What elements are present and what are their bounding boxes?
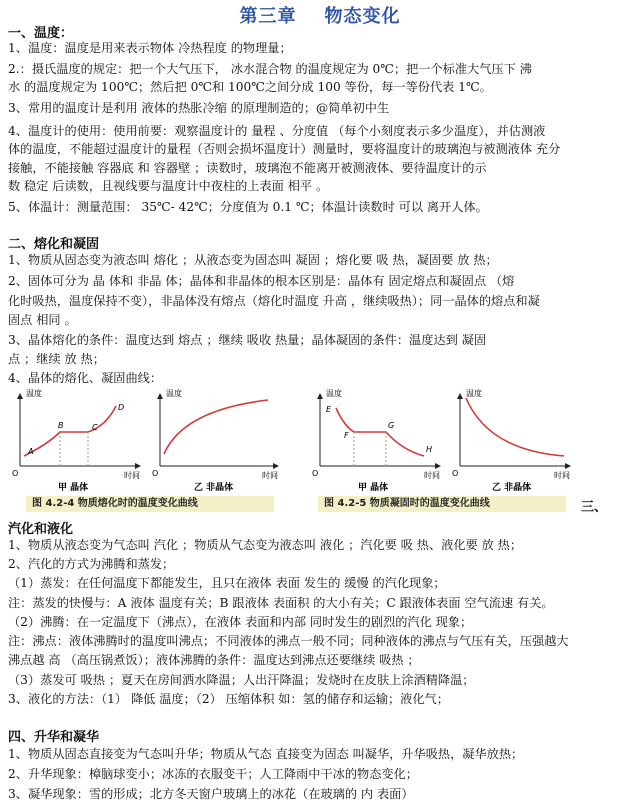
svg-text:O: O (312, 469, 319, 478)
figure-caption-melting: 图 4.2-4 物质熔化时的温度变化曲线 (26, 496, 274, 512)
graph-crystal-melting (12, 388, 140, 493)
svg-text:O: O (152, 469, 159, 478)
svg-text:温度: 温度 (326, 389, 342, 398)
text-line: 接触，不能接触 容器底 和 容器壁 ；读数时，玻璃泡不能离开被测液体、要待温度计的示 (8, 161, 487, 175)
text-line: 1、物质从固态变为液态叫 熔化 ；从液态变为固态叫 凝固 ；熔化要 吸 热，凝固要 放 热； (8, 253, 498, 267)
text-line: 点 ；继续 放 热； (8, 352, 105, 366)
text-line: 1、物质从固态直接变为气态叫升华；物质从气态 直接变为固态 叫凝华，升华吸热，凝华放热； (8, 747, 524, 761)
graph-amorphous-melting (152, 388, 278, 493)
svg-text:B: B (58, 421, 64, 430)
svg-text:时间: 时间 (262, 471, 278, 480)
text-line: 2、固体可分为 晶 体和 非晶 体；晶体和非晶体的根本区别是：晶体有 固定熔点和凝固点 （熔 (8, 274, 515, 288)
graph-crystal-freezing (312, 388, 440, 493)
svg-text:D: D (118, 403, 125, 412)
svg-text:H: H (426, 445, 433, 454)
graph-amorphous-freezing (452, 388, 570, 493)
text-line: 体的温度，不能超过温度计的量程（否则会损坏温度计）测量时，要将温度计的玻璃泡与被测液体 充分 (8, 142, 561, 156)
text-line: 1、物质从液态变为气态叫 汽化 ；物质从气态变为液态叫 液化 ；汽化要 吸 热、液化要 放 热； (8, 538, 523, 552)
section-1-heading: 一、温度： (8, 26, 74, 41)
chapter-title (0, 2, 640, 28)
text-line: （2）沸腾：在一定温度下（沸点），在液体 表面和内部 同时发生的剧烈的汽化 现象； (8, 615, 473, 629)
text-line: （3）蒸发可 吸热 ；夏天在房间洒水降温；人出汗降温；发烧时在皮肤上涂酒精降温； (8, 673, 475, 687)
section-3-heading: 汽化和液化 (8, 522, 74, 537)
svg-text:时间: 时间 (424, 471, 440, 480)
text-line: 3、常用的温度计是利用 液体的热胀冷缩 的原理制造的；@简单初中生 (8, 101, 390, 115)
chapter-name: 物态变化 (324, 6, 401, 27)
origin-label: O (12, 469, 19, 478)
caption: 甲 晶体 (358, 483, 389, 493)
text-line: 3、晶体熔化的条件：温度达到 熔点 ；继续 吸收 热量；晶体凝固的条件：温度达到 凝固 (8, 333, 487, 347)
caption: 甲 晶体 (58, 483, 89, 493)
text-line: 3、液化的方法：（1） 降低 温度；（2） 压缩体积 如：氢的储存和运输；液化气； (8, 692, 449, 706)
text-line: 1、温度：温度是用来表示物体 冷热程度 的物理量； (8, 41, 292, 55)
section-4-heading: 四、升华和凝华 (8, 730, 100, 745)
text-line: 注：沸点：液体沸腾时的温度叫沸点；不同液体的沸点一般不同；同种液体的沸点与气压有关，压强越大 (8, 634, 569, 648)
svg-text:温度: 温度 (466, 389, 482, 398)
melting-freezing-curves (8, 388, 572, 496)
text-line: 沸点越 高 （高压锅煮饭）；液体沸腾的条件：温度达到沸点还要继续 吸热 ； (8, 653, 420, 667)
section-3-number: 三、 (581, 500, 608, 515)
text-line: 2.：摄氏温度的规定：把一个大气压下， 冰水混合物 的温度规定为 0℃；把一个标准大气压下 沸 (8, 62, 532, 76)
text-line: 2、汽化的方式为沸腾和蒸发； (8, 557, 175, 571)
svg-text:O: O (452, 469, 459, 478)
figure-caption-freezing: 图 4.2-5 物质凝固时的温度变化曲线 (318, 496, 566, 512)
text-line: 5、体温计：测量范围： 35℃- 42℃；分度值为 0.1 ℃；体温计读数时 可以 离开人体。 (8, 200, 488, 214)
y-axis-label: 温度 (26, 389, 42, 398)
text-line: 固点 相同 。 (8, 313, 77, 327)
chapter-number: 第三章 (239, 6, 297, 27)
caption: 乙 非晶体 (492, 483, 532, 493)
text-line: 4、晶体的熔化、凝固曲线： (8, 371, 163, 385)
svg-text:A: A (28, 447, 34, 456)
text-line: 4、温度计的使用：使用前要：观察温度计的 量程 、分度值 （每个小刻度表示多少温度），并估测液 (8, 124, 546, 138)
text-line: 水 的温度规定为 100℃；然后把 0℃和 100℃之间分成 100 等份，每一等份代表 1℃。 (8, 80, 492, 94)
text-line: 化时吸热，温度保持不变），非晶体没有熔点（熔化时温度 升高 ，继续吸热）；同一晶体的熔点和凝 (8, 294, 540, 308)
text-line: 2、升华现象：樟脑球变小；冰冻的衣服变干；人工降雨中干冰的物态变化； (8, 767, 418, 781)
text-line: 数 稳定 后读数，且视线要与温度计中夜柱的上表面 相平 。 (8, 179, 329, 193)
text-line: （1）蒸发：在任何温度下都能发生，且只在液体 表面 发生的 缓慢 的汽化现象； (8, 576, 446, 590)
text-line: 注：蒸发的快慢与：A 液体 温度有关；B 跟液体 表面积 的大小有关；C 跟液体表面 空气流速 有关。 (8, 596, 554, 610)
caption: 乙 非晶体 (194, 483, 234, 493)
text-line: 3、凝华现象：雪的形成；北方冬天窗户玻璃上的冰花（在玻璃的 内 表面） (8, 787, 414, 801)
svg-text:E: E (326, 405, 332, 414)
svg-text:温度: 温度 (166, 389, 182, 398)
svg-text:G: G (388, 421, 395, 430)
svg-text:时间: 时间 (554, 471, 570, 480)
x-axis-label: 时间 (124, 471, 140, 480)
svg-text:F: F (344, 431, 349, 440)
svg-text:C: C (92, 423, 98, 432)
section-2-heading: 二、熔化和凝固 (8, 237, 100, 252)
